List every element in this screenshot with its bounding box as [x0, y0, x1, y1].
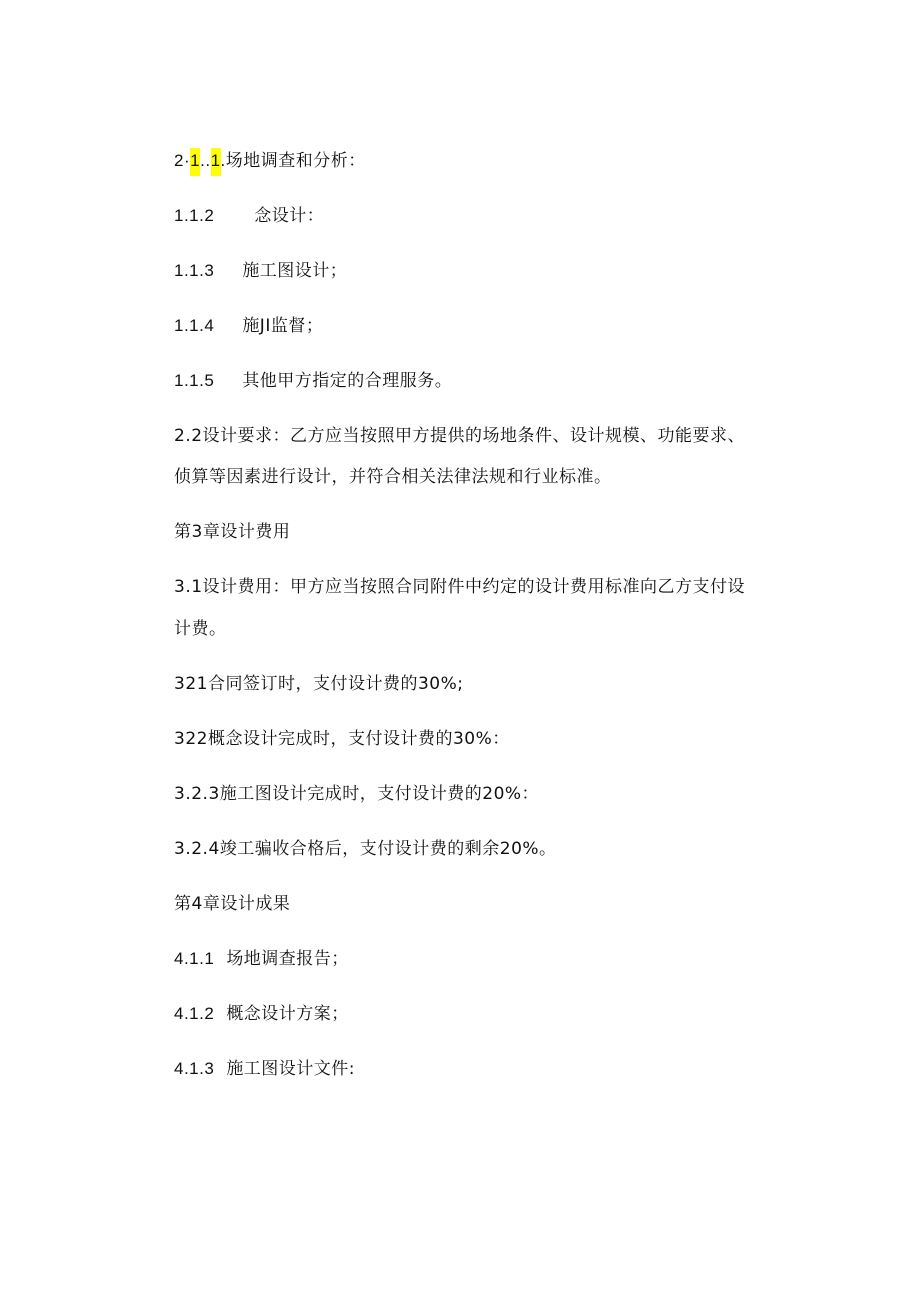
chapter-3-heading	[174, 521, 290, 543]
clause-2-2	[174, 425, 745, 447]
clause-2-1-1	[174, 150, 366, 172]
clause-1-1-3	[174, 260, 347, 282]
clause-3-2-2	[174, 728, 510, 750]
clause-text: 施JI监督；	[242, 316, 324, 336]
clause-2-2-continued	[174, 466, 612, 488]
clause-number: 1.1.3	[174, 261, 215, 280]
clause-text: 场地调查报告；	[226, 949, 349, 969]
clause-4-1-3	[174, 1058, 355, 1080]
clause-number: 4.1.2	[174, 1004, 215, 1023]
clause-4-1-2	[174, 1003, 349, 1025]
chapter-4-heading	[174, 893, 290, 915]
clause-text: 计费。	[174, 619, 227, 639]
clause-text: 其他甲方指定的合理服务。	[242, 371, 453, 391]
clause-1-1-5	[174, 370, 452, 392]
clause-text: 3.2.3施工图设计完成时，支付设计费的20%：	[174, 784, 540, 804]
clause-text: 3.1设计费用：甲方应当按照合同附件中约定的设计费用标准向乙方支付设	[174, 577, 746, 597]
clause-number: 1.1.4	[174, 316, 215, 335]
clause-1-1-2	[174, 205, 324, 227]
highlighted-number: 1	[190, 148, 200, 176]
clause-number: 4.1.1	[174, 949, 215, 968]
number-part: ·	[183, 151, 191, 170]
clause-text: 施工图设计文件:	[226, 1059, 356, 1079]
clause-text: 施工图设计；	[242, 261, 348, 281]
clause-number: 1.1.5	[174, 371, 215, 390]
clause-1-1-4	[174, 315, 323, 337]
clause-number	[174, 150, 226, 172]
clause-number: 1.1.2	[174, 206, 215, 225]
number-part: .	[220, 151, 226, 170]
clause-3-2-4	[174, 838, 557, 860]
clause-text: 念设计：	[254, 206, 325, 226]
chapter-title: 第4章设计成果	[174, 894, 291, 914]
clause-text: 侦算等因素进行设计，并符合相关法律法规和行业标准。	[174, 467, 612, 487]
clause-3-1	[174, 576, 745, 598]
clause-3-1-continued	[174, 618, 227, 640]
clause-text: 2.2设计要求：乙方应当按照甲方提供的场地条件、设计规模、功能要求、	[174, 426, 746, 446]
clause-text: 322概念设计完成时，支付设计费的30%：	[174, 729, 510, 749]
number-part: 2	[174, 151, 184, 170]
clause-text: 概念设计方案；	[226, 1004, 349, 1024]
clause-text: 321合同签订时，支付设计费的30%;	[174, 674, 464, 694]
clause-4-1-1	[174, 948, 349, 970]
clause-text: 场地调查和分析：	[225, 151, 366, 171]
clause-3-2-1	[174, 673, 463, 695]
clause-3-2-3	[174, 783, 539, 805]
clause-number: 4.1.3	[174, 1059, 215, 1078]
chapter-title: 第3章设计费用	[174, 522, 291, 542]
highlighted-number: 1	[211, 148, 221, 176]
clause-text: 3.2.4竣工骗收合格后，支付设计费的剩余20%。	[174, 839, 557, 859]
number-part: ..	[200, 151, 211, 170]
